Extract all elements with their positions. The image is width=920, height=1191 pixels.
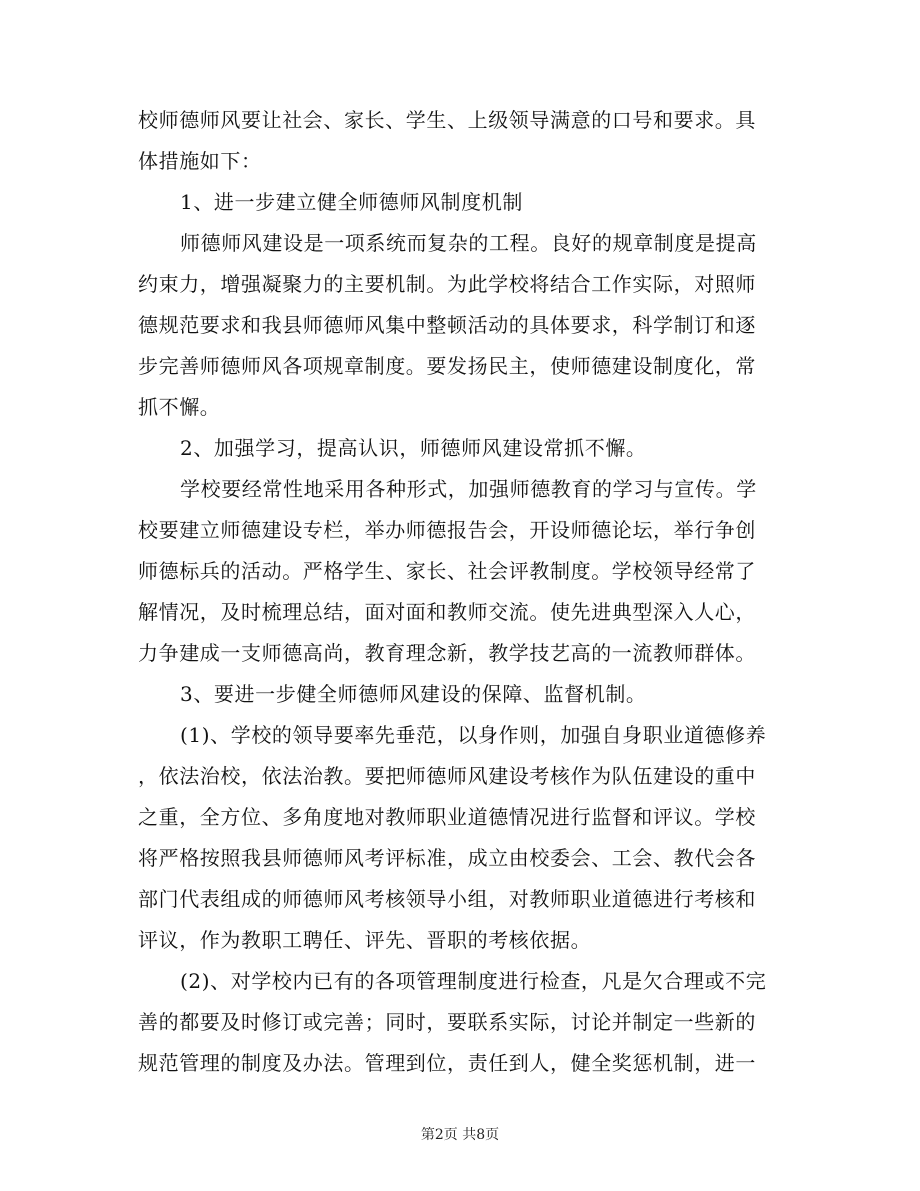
text-line: 抓不懈。 [138, 395, 221, 419]
text-line: 校要建立师德建设专栏，举办师德报告会，开设师德论坛，举行争创 [138, 518, 756, 542]
text-line: 约束力，增强凝聚力的主要机制。为此学校将结合工作实际，对照师 [138, 272, 756, 296]
text-line: 学校要经常性地采用各种形式，加强师德教育的学习与宣传。学 [180, 477, 757, 501]
text-line: 德规范要求和我县师德师风集中整顿活动的具体要求，科学制订和逐 [138, 313, 756, 337]
text-line: 校师德师风要让社会、家长、学生、上级领导满意的口号和要求。具 [138, 108, 756, 132]
page-footer: 第2页 共8页 [420, 1127, 500, 1143]
text-line: 2、加强学习，提高认识，师德师风建设常抓不懈。 [180, 436, 647, 460]
document-body [138, 100, 788, 1084]
text-line: 善的都要及时修订或完善；同时，要联系实际，讨论并制定一些新的 [138, 1010, 756, 1034]
text-line: 体措施如下： [138, 149, 262, 173]
text-line: 评议，作为教职工聘任、评先、晋职的考核依据。 [138, 928, 592, 952]
text-line: 解情况，及时梳理总结，面对面和教师交流。使先进典型深入人心， [138, 600, 756, 624]
text-line: 部门代表组成的师德师风考核领导小组，对教师职业道德进行考核和 [138, 887, 756, 911]
text-line: 3、要进一步健全师德师风建设的保障、监督机制。 [180, 682, 647, 706]
text-line: 规范管理的制度及办法。管理到位，责任到人，健全奖惩机制，进一 [138, 1051, 756, 1075]
text-line: 力争建成一支师德高尚，教育理念新，教学技艺高的一流教师群体。 [138, 641, 756, 665]
text-line: 师德标兵的活动。严格学生、家长、社会评教制度。学校领导经常了 [138, 559, 756, 583]
text-line: 将严格按照我县师德师风考评标准，成立由校委会、工会、教代会各 [138, 846, 756, 870]
text-line: ，依法治校，依法治教。要把师德师风建设考核作为队伍建设的重中 [138, 764, 756, 788]
text-line: (1)、学校的领导要率先垂范，以身作则，加强自身职业道德修养 [180, 723, 767, 747]
text-line: (2)、对学校内已有的各项管理制度进行检查，凡是欠合理或不完 [180, 969, 767, 993]
text-line: 之重，全方位、多角度地对教师职业道德情况进行监督和评议。学校 [138, 805, 756, 829]
text-line: 步完善师德师风各项规章制度。要发扬民主，使师德建设制度化，常 [138, 354, 756, 378]
text-line: 师德师风建设是一项系统而复杂的工程。良好的规章制度是提高 [180, 231, 757, 255]
text-line: 1、进一步建立健全师德师风制度机制 [180, 190, 523, 214]
